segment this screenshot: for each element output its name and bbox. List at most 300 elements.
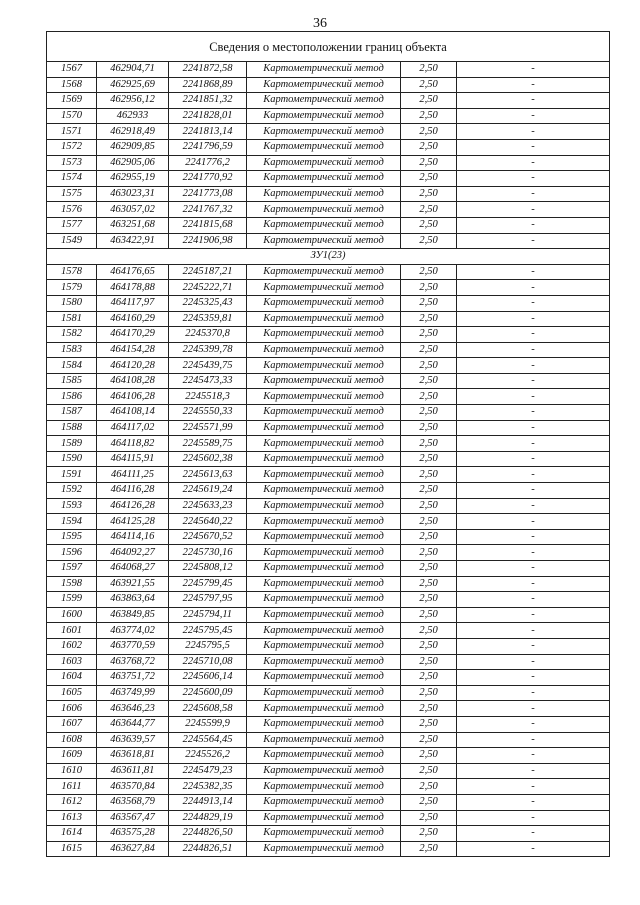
coordinates-table-frame — [46, 31, 609, 857]
description-cell: - — [457, 623, 610, 639]
point-number-cell: 1588 — [47, 420, 97, 436]
point-number-cell: 1582 — [47, 327, 97, 343]
description-cell: - — [457, 436, 610, 452]
table-row — [47, 514, 610, 530]
accuracy-cell: 2,50 — [401, 732, 457, 748]
y-coordinate-cell: 2244913,14 — [169, 794, 247, 810]
method-cell: Картометрический метод — [247, 561, 401, 577]
x-coordinate-cell: 462956,12 — [97, 93, 169, 109]
point-number-cell: 1587 — [47, 405, 97, 421]
point-number-cell: 1615 — [47, 841, 97, 857]
method-cell: Картометрический метод — [247, 685, 401, 701]
table-row — [47, 77, 610, 93]
y-coordinate-cell: 2245619,24 — [169, 483, 247, 499]
point-number-cell: 1579 — [47, 280, 97, 296]
y-coordinate-cell: 2244829,19 — [169, 810, 247, 826]
method-cell: Картометрический метод — [247, 295, 401, 311]
method-cell: Картометрический метод — [247, 124, 401, 140]
description-cell: - — [457, 171, 610, 187]
point-number-cell: 1607 — [47, 716, 97, 732]
y-coordinate-cell: 2245382,35 — [169, 779, 247, 795]
point-number-cell: 1577 — [47, 217, 97, 233]
method-cell: Картометрический метод — [247, 498, 401, 514]
point-number-cell: 1586 — [47, 389, 97, 405]
description-cell: - — [457, 716, 610, 732]
x-coordinate-cell: 462933 — [97, 108, 169, 124]
description-cell: - — [457, 826, 610, 842]
y-coordinate-cell: 2245518,3 — [169, 389, 247, 405]
accuracy-cell: 2,50 — [401, 638, 457, 654]
accuracy-cell: 2,50 — [401, 483, 457, 499]
point-number-cell: 1599 — [47, 592, 97, 608]
table-row — [47, 529, 610, 545]
x-coordinate-cell: 463646,23 — [97, 701, 169, 717]
method-cell: Картометрический метод — [247, 139, 401, 155]
accuracy-cell: 2,50 — [401, 763, 457, 779]
method-cell: Картометрический метод — [247, 373, 401, 389]
x-coordinate-cell: 463644,77 — [97, 716, 169, 732]
section-row — [47, 249, 610, 265]
x-coordinate-cell: 463774,02 — [97, 623, 169, 639]
table-row — [47, 716, 610, 732]
method-cell: Картометрический метод — [247, 155, 401, 171]
description-cell: - — [457, 405, 610, 421]
y-coordinate-cell: 2241776,2 — [169, 155, 247, 171]
y-coordinate-cell: 2245799,45 — [169, 576, 247, 592]
y-coordinate-cell: 2245599,9 — [169, 716, 247, 732]
x-coordinate-cell: 464126,28 — [97, 498, 169, 514]
x-coordinate-cell: 464117,02 — [97, 420, 169, 436]
y-coordinate-cell: 2245589,75 — [169, 436, 247, 452]
description-cell: - — [457, 841, 610, 857]
method-cell: Картометрический метод — [247, 763, 401, 779]
description-cell: - — [457, 233, 610, 249]
description-cell: - — [457, 451, 610, 467]
y-coordinate-cell: 2245730,16 — [169, 545, 247, 561]
point-number-cell: 1609 — [47, 748, 97, 764]
x-coordinate-cell: 463422,91 — [97, 233, 169, 249]
x-coordinate-cell: 463567,47 — [97, 810, 169, 826]
point-number-cell: 1572 — [47, 139, 97, 155]
description-cell: - — [457, 794, 610, 810]
accuracy-cell: 2,50 — [401, 358, 457, 374]
table-row — [47, 732, 610, 748]
x-coordinate-cell: 464111,25 — [97, 467, 169, 483]
point-number-cell: 1603 — [47, 654, 97, 670]
method-cell: Картометрический метод — [247, 654, 401, 670]
table-row — [47, 654, 610, 670]
accuracy-cell: 2,50 — [401, 810, 457, 826]
accuracy-cell: 2,50 — [401, 108, 457, 124]
point-number-cell: 1584 — [47, 358, 97, 374]
y-coordinate-cell: 2245473,33 — [169, 373, 247, 389]
accuracy-cell: 2,50 — [401, 139, 457, 155]
method-cell: Картометрический метод — [247, 483, 401, 499]
y-coordinate-cell: 2245325,43 — [169, 295, 247, 311]
description-cell: - — [457, 701, 610, 717]
description-cell: - — [457, 810, 610, 826]
accuracy-cell: 2,50 — [401, 186, 457, 202]
accuracy-cell: 2,50 — [401, 77, 457, 93]
y-coordinate-cell: 2245564,45 — [169, 732, 247, 748]
point-number-cell: 1576 — [47, 202, 97, 218]
table-row — [47, 467, 610, 483]
y-coordinate-cell: 2245795,45 — [169, 623, 247, 639]
point-number-cell: 1600 — [47, 607, 97, 623]
y-coordinate-cell: 2245439,75 — [169, 358, 247, 374]
accuracy-cell: 2,50 — [401, 779, 457, 795]
x-coordinate-cell: 464160,29 — [97, 311, 169, 327]
y-coordinate-cell: 2245613,63 — [169, 467, 247, 483]
description-cell: - — [457, 373, 610, 389]
table-row — [47, 389, 610, 405]
accuracy-cell: 2,50 — [401, 716, 457, 732]
description-cell: - — [457, 592, 610, 608]
description-cell: - — [457, 264, 610, 280]
x-coordinate-cell: 463570,84 — [97, 779, 169, 795]
table-row — [47, 810, 610, 826]
table-row — [47, 405, 610, 421]
table-row — [47, 171, 610, 187]
method-cell: Картометрический метод — [247, 576, 401, 592]
table-row — [47, 498, 610, 514]
accuracy-cell: 2,50 — [401, 545, 457, 561]
description-cell: - — [457, 77, 610, 93]
description-cell: - — [457, 685, 610, 701]
method-cell: Картометрический метод — [247, 327, 401, 343]
description-cell: - — [457, 124, 610, 140]
point-number-cell: 1583 — [47, 342, 97, 358]
x-coordinate-cell: 464178,88 — [97, 280, 169, 296]
y-coordinate-cell: 2241828,01 — [169, 108, 247, 124]
x-coordinate-cell: 463849,85 — [97, 607, 169, 623]
x-coordinate-cell: 464115,91 — [97, 451, 169, 467]
coordinates-table — [46, 31, 610, 857]
description-cell: - — [457, 670, 610, 686]
description-cell: - — [457, 498, 610, 514]
accuracy-cell: 2,50 — [401, 124, 457, 140]
page-number: 36 — [313, 16, 327, 31]
table-row — [47, 748, 610, 764]
point-number-cell: 1590 — [47, 451, 97, 467]
method-cell: Картометрический метод — [247, 342, 401, 358]
accuracy-cell: 2,50 — [401, 841, 457, 857]
method-cell: Картометрический метод — [247, 732, 401, 748]
method-cell: Картометрический метод — [247, 405, 401, 421]
table-row — [47, 327, 610, 343]
accuracy-cell: 2,50 — [401, 264, 457, 280]
x-coordinate-cell: 462905,06 — [97, 155, 169, 171]
point-number-cell: 1611 — [47, 779, 97, 795]
point-number-cell: 1570 — [47, 108, 97, 124]
table-row — [47, 592, 610, 608]
table-row — [47, 763, 610, 779]
method-cell: Картометрический метод — [247, 420, 401, 436]
x-coordinate-cell: 463251,68 — [97, 217, 169, 233]
x-coordinate-cell: 463863,64 — [97, 592, 169, 608]
y-coordinate-cell: 2245370,8 — [169, 327, 247, 343]
description-cell: - — [457, 358, 610, 374]
y-coordinate-cell: 2241851,32 — [169, 93, 247, 109]
method-cell: Картометрический метод — [247, 436, 401, 452]
x-coordinate-cell: 462909,85 — [97, 139, 169, 155]
y-coordinate-cell: 2245640,22 — [169, 514, 247, 530]
description-cell: - — [457, 139, 610, 155]
method-cell: Картометрический метод — [247, 514, 401, 530]
method-cell: Картометрический метод — [247, 202, 401, 218]
accuracy-cell: 2,50 — [401, 233, 457, 249]
accuracy-cell: 2,50 — [401, 701, 457, 717]
table-row — [47, 436, 610, 452]
y-coordinate-cell: 2245670,52 — [169, 529, 247, 545]
point-number-cell: 1614 — [47, 826, 97, 842]
y-coordinate-cell: 2241815,68 — [169, 217, 247, 233]
point-number-cell: 1595 — [47, 529, 97, 545]
accuracy-cell: 2,50 — [401, 373, 457, 389]
accuracy-cell: 2,50 — [401, 592, 457, 608]
x-coordinate-cell: 463751,72 — [97, 670, 169, 686]
accuracy-cell: 2,50 — [401, 794, 457, 810]
point-number-cell: 1598 — [47, 576, 97, 592]
x-coordinate-cell: 463749,99 — [97, 685, 169, 701]
table-row — [47, 607, 610, 623]
table-row — [47, 779, 610, 795]
point-number-cell: 1589 — [47, 436, 97, 452]
table-row — [47, 420, 610, 436]
method-cell: Картометрический метод — [247, 638, 401, 654]
description-cell: - — [457, 654, 610, 670]
table-row — [47, 545, 610, 561]
method-cell: Картометрический метод — [247, 826, 401, 842]
y-coordinate-cell: 2245600,09 — [169, 685, 247, 701]
description-cell: - — [457, 202, 610, 218]
point-number-cell: 1608 — [47, 732, 97, 748]
table-row — [47, 93, 610, 109]
x-coordinate-cell: 462955,19 — [97, 171, 169, 187]
table-row — [47, 155, 610, 171]
point-number-cell: 1604 — [47, 670, 97, 686]
method-cell: Картометрический метод — [247, 607, 401, 623]
table-row — [47, 483, 610, 499]
y-coordinate-cell: 2245606,14 — [169, 670, 247, 686]
method-cell: Картометрический метод — [247, 358, 401, 374]
point-number-cell: 1592 — [47, 483, 97, 499]
x-coordinate-cell: 464116,28 — [97, 483, 169, 499]
table-row — [47, 794, 610, 810]
accuracy-cell: 2,50 — [401, 311, 457, 327]
x-coordinate-cell: 463618,81 — [97, 748, 169, 764]
x-coordinate-cell: 462904,71 — [97, 62, 169, 78]
x-coordinate-cell: 463639,57 — [97, 732, 169, 748]
y-coordinate-cell: 2245794,11 — [169, 607, 247, 623]
description-cell: - — [457, 545, 610, 561]
method-cell: Картометрический метод — [247, 779, 401, 795]
table-row — [47, 186, 610, 202]
description-cell: - — [457, 217, 610, 233]
table-row — [47, 108, 610, 124]
x-coordinate-cell: 463611,81 — [97, 763, 169, 779]
point-number-cell: 1596 — [47, 545, 97, 561]
point-number-cell: 1549 — [47, 233, 97, 249]
table-row — [47, 264, 610, 280]
table-row — [47, 685, 610, 701]
accuracy-cell: 2,50 — [401, 280, 457, 296]
point-number-cell: 1571 — [47, 124, 97, 140]
point-number-cell: 1612 — [47, 794, 97, 810]
table-row — [47, 342, 610, 358]
y-coordinate-cell: 2245222,71 — [169, 280, 247, 296]
description-cell: - — [457, 342, 610, 358]
accuracy-cell: 2,50 — [401, 155, 457, 171]
point-number-cell: 1591 — [47, 467, 97, 483]
point-number-cell: 1610 — [47, 763, 97, 779]
point-number-cell: 1605 — [47, 685, 97, 701]
description-cell: - — [457, 420, 610, 436]
table-row — [47, 62, 610, 78]
description-cell: - — [457, 779, 610, 795]
x-coordinate-cell: 463770,59 — [97, 638, 169, 654]
y-coordinate-cell: 2241770,92 — [169, 171, 247, 187]
description-cell: - — [457, 327, 610, 343]
table-title: Сведения о местоположении границ объекта — [47, 32, 610, 62]
accuracy-cell: 2,50 — [401, 498, 457, 514]
table-row — [47, 124, 610, 140]
method-cell: Картометрический метод — [247, 280, 401, 296]
y-coordinate-cell: 2244826,51 — [169, 841, 247, 857]
method-cell: Картометрический метод — [247, 186, 401, 202]
x-coordinate-cell: 463057,02 — [97, 202, 169, 218]
accuracy-cell: 2,50 — [401, 436, 457, 452]
y-coordinate-cell: 2244826,50 — [169, 826, 247, 842]
table-row — [47, 561, 610, 577]
description-cell: - — [457, 108, 610, 124]
y-coordinate-cell: 2245808,12 — [169, 561, 247, 577]
accuracy-cell: 2,50 — [401, 171, 457, 187]
method-cell: Картометрический метод — [247, 62, 401, 78]
x-coordinate-cell: 464106,28 — [97, 389, 169, 405]
point-number-cell: 1593 — [47, 498, 97, 514]
method-cell: Картометрический метод — [247, 467, 401, 483]
accuracy-cell: 2,50 — [401, 405, 457, 421]
accuracy-cell: 2,50 — [401, 327, 457, 343]
table-row — [47, 233, 610, 249]
point-number-cell: 1594 — [47, 514, 97, 530]
point-number-cell: 1573 — [47, 155, 97, 171]
point-number-cell: 1602 — [47, 638, 97, 654]
point-number-cell: 1575 — [47, 186, 97, 202]
table-row — [47, 311, 610, 327]
point-number-cell: 1601 — [47, 623, 97, 639]
method-cell: Картометрический метод — [247, 451, 401, 467]
description-cell: - — [457, 389, 610, 405]
description-cell: - — [457, 732, 610, 748]
description-cell: - — [457, 561, 610, 577]
description-cell: - — [457, 280, 610, 296]
table-body — [47, 32, 610, 857]
accuracy-cell: 2,50 — [401, 420, 457, 436]
point-number-cell: 1567 — [47, 62, 97, 78]
table-row — [47, 451, 610, 467]
accuracy-cell: 2,50 — [401, 576, 457, 592]
y-coordinate-cell: 2245187,21 — [169, 264, 247, 280]
description-cell: - — [457, 483, 610, 499]
x-coordinate-cell: 464154,28 — [97, 342, 169, 358]
description-cell: - — [457, 763, 610, 779]
y-coordinate-cell: 2245710,08 — [169, 654, 247, 670]
x-coordinate-cell: 464125,28 — [97, 514, 169, 530]
method-cell: Картометрический метод — [247, 529, 401, 545]
y-coordinate-cell: 2245479,23 — [169, 763, 247, 779]
accuracy-cell: 2,50 — [401, 451, 457, 467]
y-coordinate-cell: 2241872,58 — [169, 62, 247, 78]
accuracy-cell: 2,50 — [401, 295, 457, 311]
description-cell: - — [457, 748, 610, 764]
y-coordinate-cell: 2241868,89 — [169, 77, 247, 93]
accuracy-cell: 2,50 — [401, 389, 457, 405]
accuracy-cell: 2,50 — [401, 62, 457, 78]
method-cell: Картометрический метод — [247, 716, 401, 732]
method-cell: Картометрический метод — [247, 311, 401, 327]
table-row — [47, 701, 610, 717]
point-number-cell: 1613 — [47, 810, 97, 826]
point-number-cell: 1580 — [47, 295, 97, 311]
x-coordinate-cell: 463921,55 — [97, 576, 169, 592]
description-cell: - — [457, 155, 610, 171]
x-coordinate-cell: 462918,49 — [97, 124, 169, 140]
method-cell: Картометрический метод — [247, 217, 401, 233]
method-cell: Картометрический метод — [247, 264, 401, 280]
point-number-cell: 1578 — [47, 264, 97, 280]
method-cell: Картометрический метод — [247, 748, 401, 764]
point-number-cell: 1606 — [47, 701, 97, 717]
method-cell: Картометрический метод — [247, 171, 401, 187]
description-cell: - — [457, 638, 610, 654]
description-cell: - — [457, 62, 610, 78]
method-cell: Картометрический метод — [247, 77, 401, 93]
x-coordinate-cell: 463023,31 — [97, 186, 169, 202]
method-cell: Картометрический метод — [247, 233, 401, 249]
accuracy-cell: 2,50 — [401, 202, 457, 218]
accuracy-cell: 2,50 — [401, 685, 457, 701]
y-coordinate-cell: 2245608,58 — [169, 701, 247, 717]
method-cell: Картометрический метод — [247, 810, 401, 826]
accuracy-cell: 2,50 — [401, 670, 457, 686]
x-coordinate-cell: 463768,72 — [97, 654, 169, 670]
y-coordinate-cell: 2241773,08 — [169, 186, 247, 202]
accuracy-cell: 2,50 — [401, 467, 457, 483]
description-cell: - — [457, 467, 610, 483]
y-coordinate-cell: 2245571,99 — [169, 420, 247, 436]
point-number-cell: 1568 — [47, 77, 97, 93]
method-cell: Картометрический метод — [247, 592, 401, 608]
x-coordinate-cell: 464117,97 — [97, 295, 169, 311]
table-row — [47, 670, 610, 686]
table-row — [47, 373, 610, 389]
title-row — [47, 32, 610, 62]
y-coordinate-cell: 2241813,14 — [169, 124, 247, 140]
method-cell: Картометрический метод — [247, 841, 401, 857]
table-row — [47, 202, 610, 218]
method-cell: Картометрический метод — [247, 670, 401, 686]
accuracy-cell: 2,50 — [401, 514, 457, 530]
accuracy-cell: 2,50 — [401, 623, 457, 639]
table-row — [47, 623, 610, 639]
x-coordinate-cell: 464068,27 — [97, 561, 169, 577]
description-cell: - — [457, 295, 610, 311]
y-coordinate-cell: 2241767,32 — [169, 202, 247, 218]
table-row — [47, 217, 610, 233]
method-cell: Картометрический метод — [247, 545, 401, 561]
